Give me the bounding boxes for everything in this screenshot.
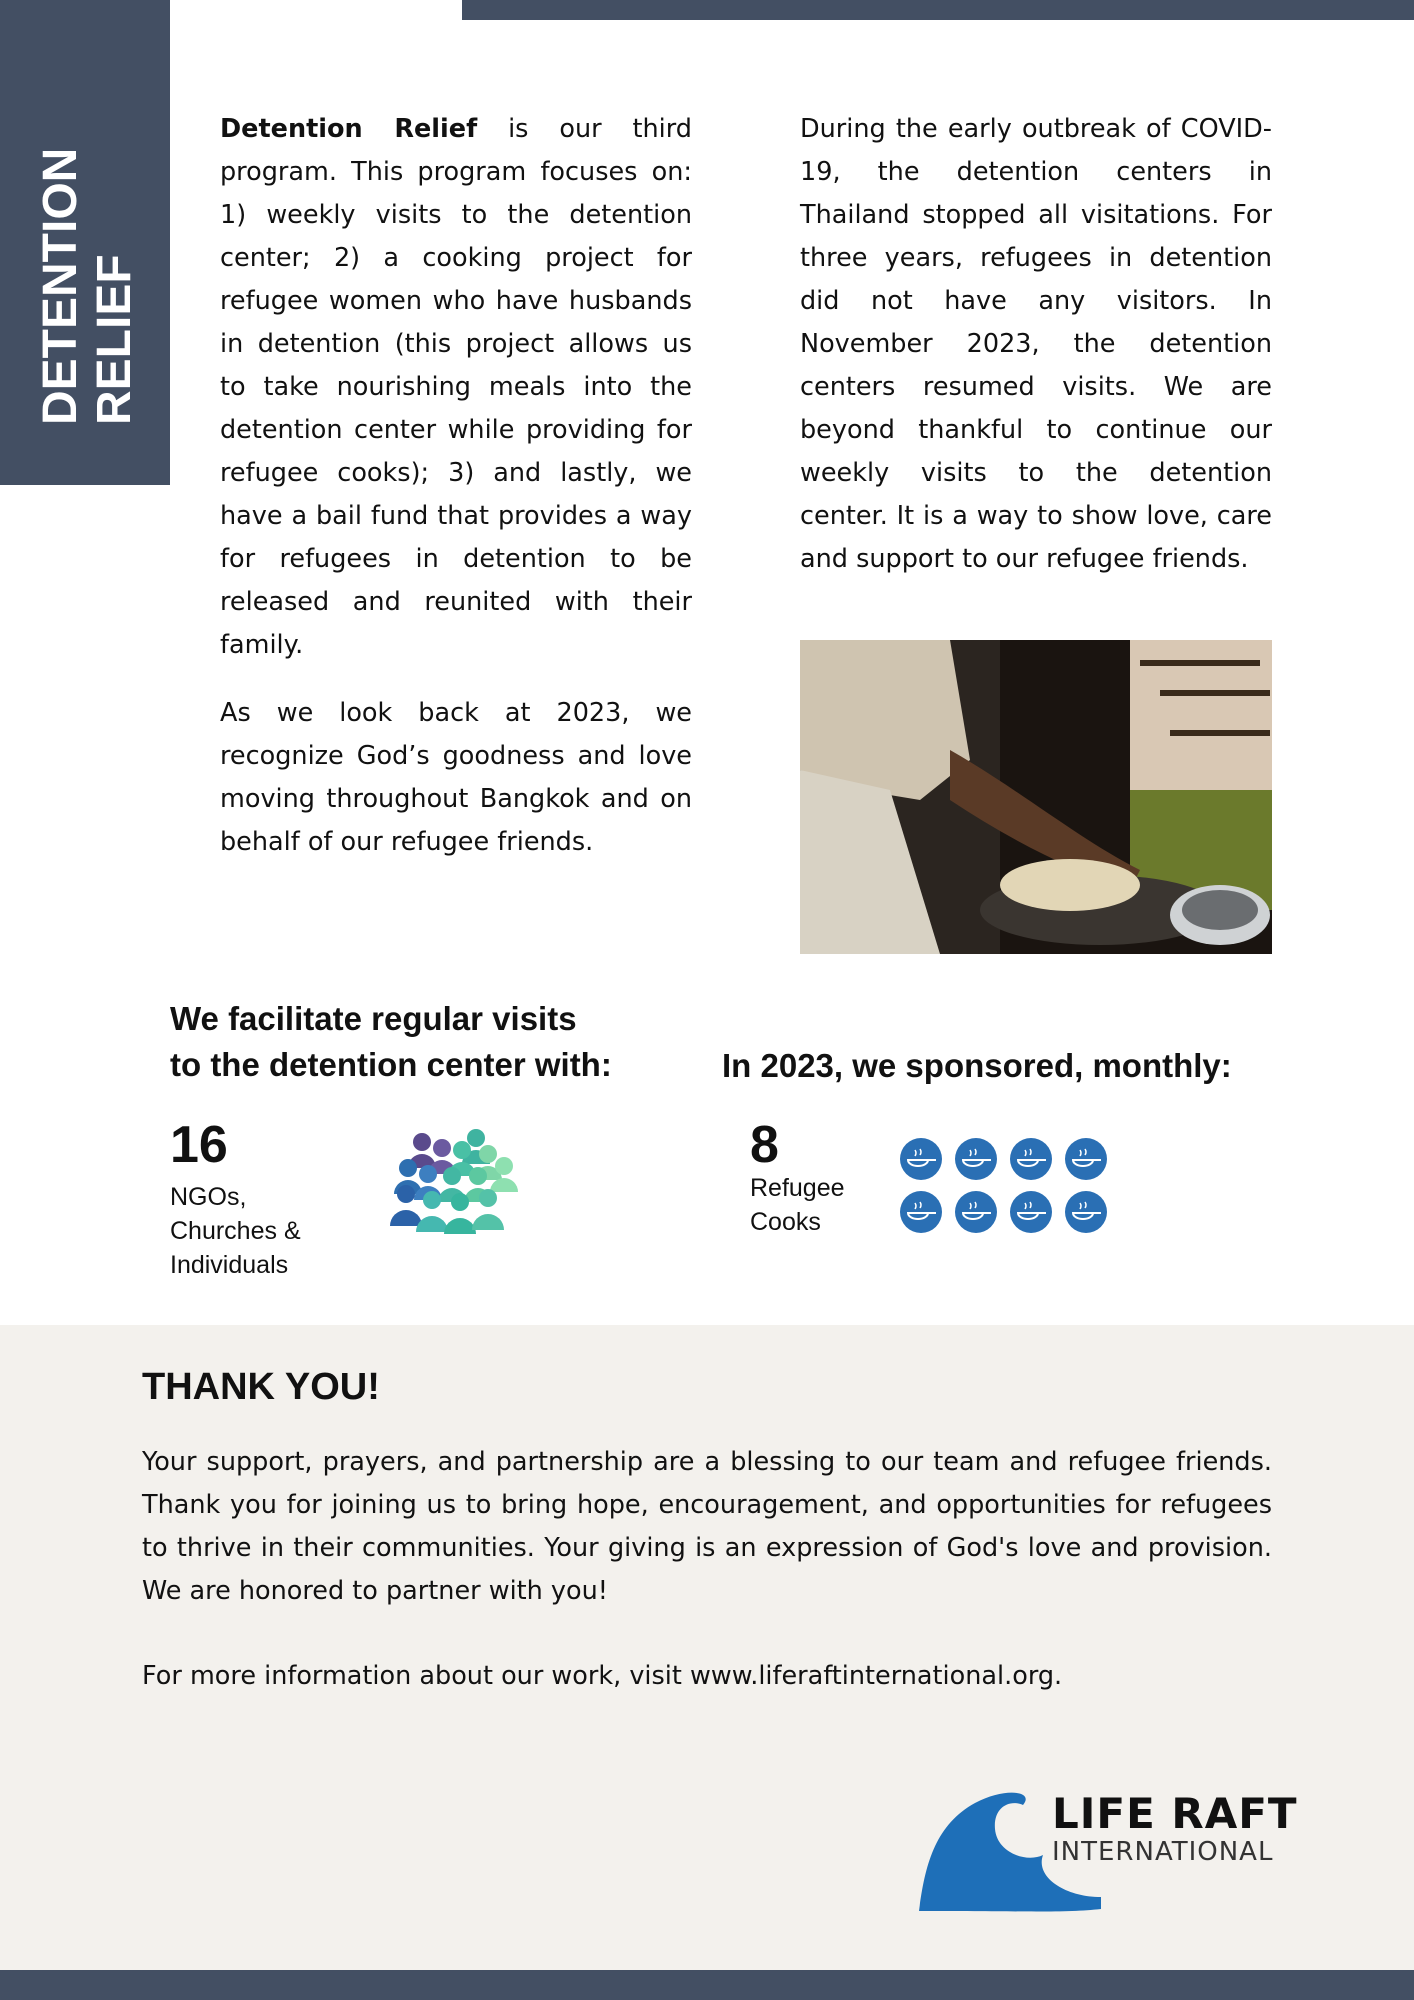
top-accent-bar [462,0,1414,20]
left-text-column [220,108,692,889]
thank-you-section [0,1325,1414,1970]
cooks-label: Refugee Cooks [750,1174,845,1236]
thank-you-heading: THANK YOU! [142,1366,380,1408]
sponsored-heading: In 2023, we sponsored, monthly: [722,1047,1232,1084]
cooking-pan-icon [1010,1191,1052,1233]
reflection-paragraph: As we look back at 2023, we recognize God’s goodness and love moving throughout Bangkok and on behalf of our refugee friends. [220,698,692,857]
people-group-icon [386,1128,522,1236]
section-side-tab [0,0,170,485]
visits-label: NGOs, Churches & Individuals [170,1183,301,1279]
visits-heading: We facilitate regular visits to the detention center with: [170,1000,612,1083]
cooking-pan-icon [1010,1138,1052,1180]
cooking-pan-icon [955,1191,997,1233]
cooking-pan-icon [955,1138,997,1180]
right-text-column [800,108,1272,606]
visits-count: 16 [170,1116,228,1174]
bottom-accent-bar [0,1970,1414,2000]
cooking-pan-icon [900,1138,942,1180]
cooks-count: 8 [750,1116,779,1174]
cooking-pan-icon-grid [900,1138,1110,1238]
intro-paragraph: Detention Relief is our third program. This program focuses on: 1) weekly visits to the detention center; 2) a cooking project for refugee women who have husbands in detention (this project allows us to take nourishing meals into the detention center while providing for refugee cooks); 3) and lastly, we have a bail fund that provides a way for refugees in detention to be released and reunited with their family. [220,114,692,660]
organization-logo: LIFE RAFT INTERNATIONAL [1052,1789,1298,1867]
thank-you-body: Your support, prayers, and partnership are a blessing to our team and refugee friends. Thank you for joining us to bring hope, encouragement, and opportunities for refugees to thrive in their communities. Your giving is an expression of God's love and provision. We are honored to partner with you! [142,1447,1272,1606]
cooking-pan-icon [1065,1191,1107,1233]
more-info-text: For more information about our work, visit www.liferaftinternational.org. [142,1661,1063,1691]
cooking-pan-icon [900,1191,942,1233]
section-title: DETENTION RELIEF [34,147,141,425]
covid-paragraph: During the early outbreak of COVID-19, the detention centers in Thailand stopped all visitations. For three years, refugees in detention did not have any visitors. In November 2023, the detention centers resumed visits. We are beyond thankful to continue our weekly visits to the detention center. It is a way to show love, care and support to our refugee friends. [800,114,1272,574]
cooking-photo [800,640,1272,954]
cooking-pan-icon [1065,1138,1107,1180]
